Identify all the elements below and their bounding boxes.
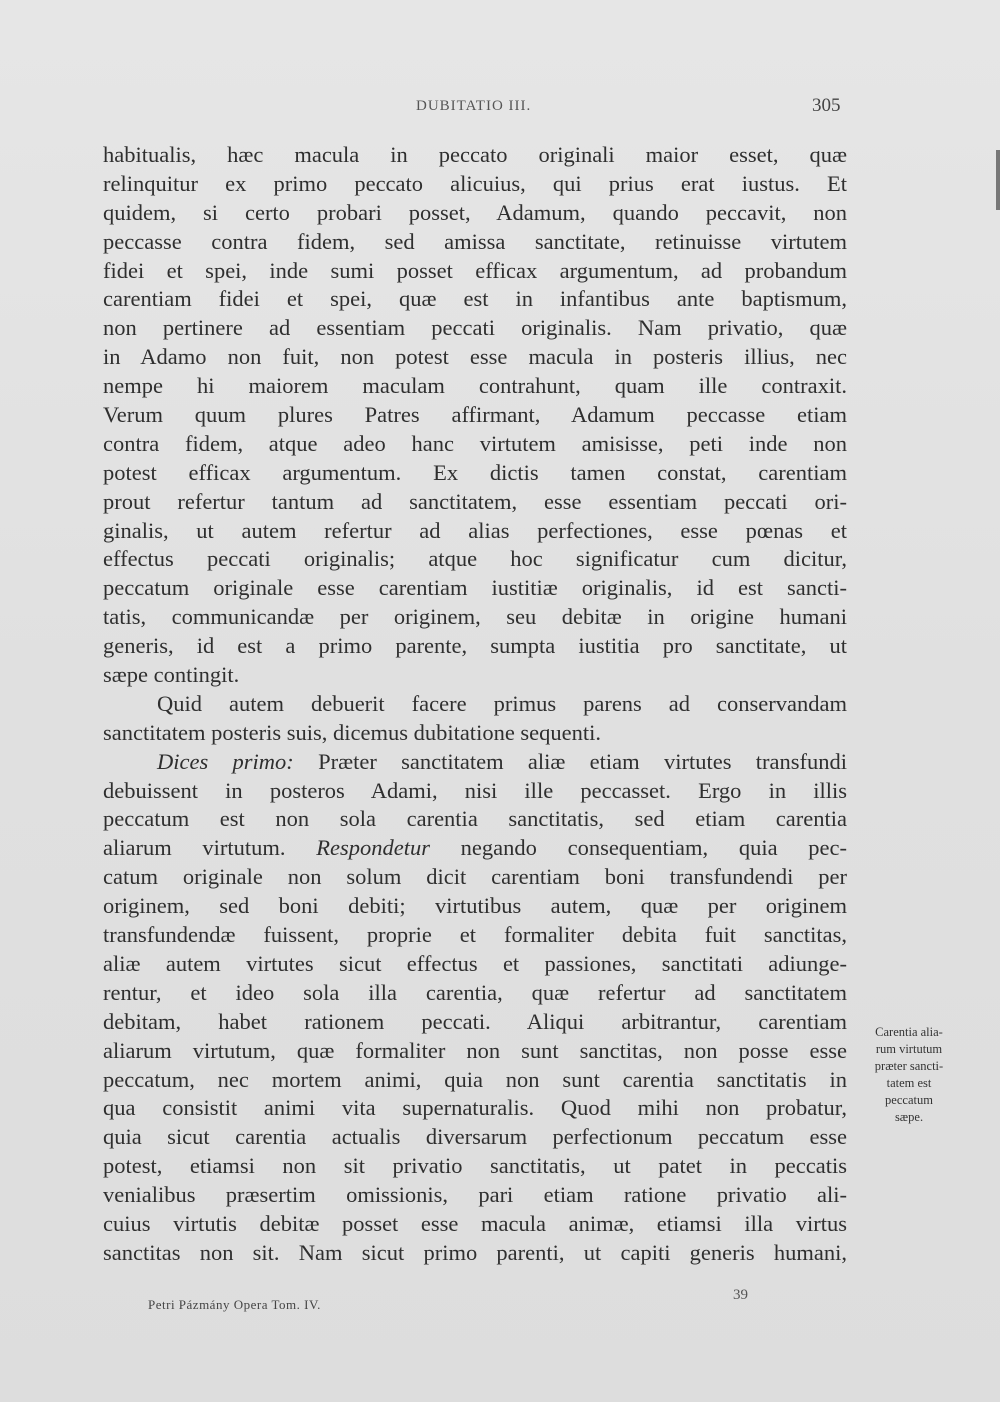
text-line: sanctitatem posteris suis, dicemus dubitatione sequenti. bbox=[103, 719, 602, 745]
running-head: DUBITATIO III. bbox=[416, 98, 532, 114]
text-line: originem, sed boni debiti; virtutibus autem, quæ per originem bbox=[103, 893, 847, 919]
text-line: non pertinere ad essentiam peccati originalis. Nam privatio, quæ bbox=[103, 315, 847, 341]
text-line: relinquitur ex primo peccato alicuius, qui prius erat iustus. Et bbox=[103, 170, 847, 196]
text-line: peccasse contra fidem, sed amissa sanctitate, retinuisse virtutem bbox=[103, 228, 847, 254]
printer-signature-mark: 39 bbox=[733, 1287, 748, 1303]
text-line-rest: Præter sanctitatem aliæ etiam virtutes transfundi bbox=[293, 748, 847, 774]
margin-note-line: Carentia alia- bbox=[875, 1025, 943, 1039]
text-line: quidem, si certo probari posset, Adamum, quando peccavit, non bbox=[103, 199, 847, 225]
margin-note-line: tatem est bbox=[886, 1076, 932, 1090]
italic-respondetur: Respondetur bbox=[316, 835, 430, 861]
text-line: sæpe contingit. bbox=[103, 662, 240, 688]
text-line: transfundendæ fuissent, proprie et formaliter debita fuit sanctitas, bbox=[103, 922, 847, 948]
text-line: debuissent in posteros Adami, nisi ille peccasset. Ergo in illis bbox=[103, 777, 847, 803]
text-line: tatis, communicandæ per originem, seu debitæ in origine humani bbox=[103, 604, 847, 630]
text-line: potest efficax argumentum. Ex dictis tamen constat, carentiam bbox=[103, 459, 847, 485]
margin-note-line: peccatum bbox=[885, 1093, 933, 1107]
text-line: qua consistit animi vita supernaturalis. Quod mihi non probatur, bbox=[103, 1095, 847, 1121]
text-line: ginalis, ut autem refertur ad alias perfectiones, esse pœnas et bbox=[103, 517, 847, 543]
body-text bbox=[103, 141, 847, 1268]
text-line: fidei et spei, inde sumi posset efficax argumentum, ad probandum bbox=[103, 257, 847, 283]
page-number: 305 bbox=[812, 95, 841, 116]
text-line: venialibus præsertim omissionis, pari etiam ratione privatio ali- bbox=[103, 1182, 847, 1208]
text-line-dices bbox=[103, 748, 847, 777]
text-line: prout refertur tantum ad sanctitatem, esse essentiam peccati ori- bbox=[103, 488, 847, 514]
text-line: peccatum originale esse carentiam iustitiæ originalis, id est sancti- bbox=[103, 575, 847, 601]
text-line: effectus peccati originalis; atque hoc significatur cum dicitur, bbox=[103, 546, 847, 572]
text-line: debitam, habet rationem peccati. Aliqui arbitrantur, carentiam bbox=[103, 1008, 847, 1034]
text-line: potest, etiamsi non sit privatio sanctitatis, ut patet in peccatis bbox=[103, 1153, 847, 1179]
text-line-respondetur bbox=[103, 834, 847, 863]
text-line: generis, id est a primo parente, sumpta iustitia pro sanctitate, ut bbox=[103, 633, 847, 659]
text-line: nempe hi maiorem maculam contrahunt, quam ille contraxit. bbox=[103, 373, 847, 399]
text-line: quia sicut carentia actualis diversarum perfectionum peccatum esse bbox=[103, 1124, 847, 1150]
text-line: sanctitas non sit. Nam sicut primo parenti, ut capiti generis humani, bbox=[103, 1239, 847, 1265]
text-line: in Adamo non fuit, non potest esse macula in posteris illius, nec bbox=[103, 344, 847, 370]
text-line: catum originale non solum dicit carentiam boni transfundendi per bbox=[103, 864, 847, 890]
margin-note-line: rum virtutum bbox=[875, 1042, 943, 1056]
text-line: Quid autem debuerit facere primus parens ad conservandam bbox=[157, 690, 847, 716]
text-line: aliarum virtutum, quæ formaliter non sunt sanctitas, non posse esse bbox=[103, 1037, 847, 1063]
text-line: rentur, et ideo sola illa carentia, quæ refertur ad sanctitatem bbox=[103, 979, 847, 1005]
text-line-after: negando consequentiam, quia pec- bbox=[429, 835, 847, 861]
page-edge-shadow bbox=[996, 150, 1000, 210]
margin-note bbox=[850, 1024, 968, 1126]
text-line-before: aliarum virtutum. bbox=[103, 835, 317, 861]
text-line: peccatum, nec mortem animi, quia non sunt carentia sanctitatis in bbox=[103, 1066, 847, 1092]
text-line: cuius virtutis debitæ posset esse macula animæ, etiamsi illa virtus bbox=[103, 1210, 847, 1236]
text-line: peccatum est non sola carentia sanctitatis, sed etiam carentia bbox=[103, 806, 847, 832]
footer-series-title: Petri Pázmány Opera Tom. IV. bbox=[148, 1297, 321, 1312]
italic-dices-primo: Dices primo: bbox=[157, 748, 294, 774]
text-line: aliæ autem virtutes sicut effectus et passiones, sanctitati adiunge- bbox=[103, 950, 847, 976]
text-line: Verum quum plures Patres affirmant, Adamum peccasse etiam bbox=[103, 402, 847, 428]
text-line: habitualis, hæc macula in peccato originali maior esset, quæ bbox=[103, 142, 847, 167]
margin-note-line: præter sancti- bbox=[874, 1059, 944, 1073]
text-line: carentiam fidei et spei, quæ est in infantibus ante baptismum, bbox=[103, 286, 847, 312]
text-line: contra fidem, atque adeo hanc virtutem amisisse, peti inde non bbox=[103, 430, 847, 456]
margin-note-line: sæpe. bbox=[894, 1110, 924, 1124]
